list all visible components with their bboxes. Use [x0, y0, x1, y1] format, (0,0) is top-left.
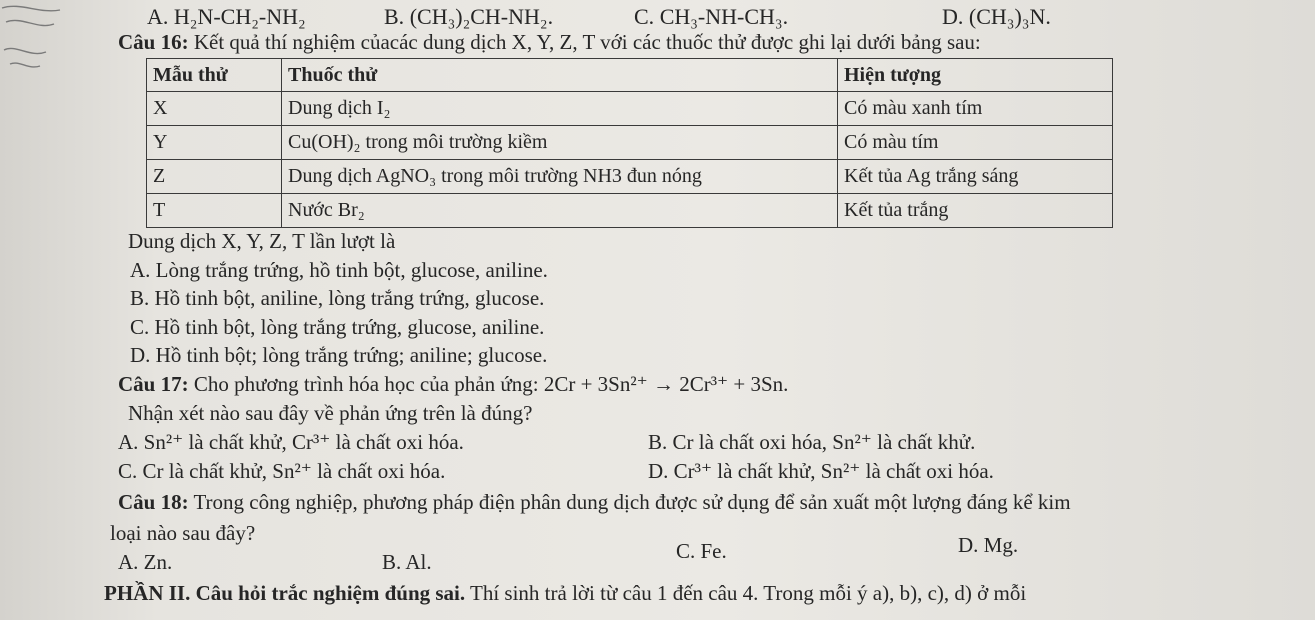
table-cell: Kết tủa Ag trắng sáng	[838, 160, 1113, 194]
top-option-d	[942, 4, 1051, 30]
table-cell: Nước Br₂	[282, 194, 838, 228]
q17-option-b: B. Cr là chất oxi hóa, Sn²⁺ là chất khử.	[648, 430, 976, 454]
q18-option-a: A. Zn.	[118, 550, 173, 574]
table-row	[147, 160, 1113, 194]
option-letter: B.	[384, 4, 405, 29]
table-header-cell: Hiện tượng	[838, 59, 1113, 92]
q16-option-a: A. Lòng trắng trứng, hồ tinh bột, glucose, aniline.	[130, 258, 548, 282]
table-cell: Dung dịch I₂	[282, 92, 838, 126]
option-text: H₂N-CH₂-NH₂	[173, 4, 306, 29]
q17-option-c: C. Cr là chất khử, Sn²⁺ là chất oxi hóa.	[118, 459, 446, 483]
q16-prompt: Dung dịch X, Y, Z, T lần lượt là	[128, 229, 396, 253]
q17-text: Cho phương trình hóa học của phản ứng: 2Cr + 3Sn²⁺ → 2Cr³⁺ + 3Sn.	[193, 372, 789, 396]
q16-table	[146, 58, 1113, 228]
table-cell: Có màu xanh tím	[838, 92, 1113, 126]
q16-option-c: C. Hồ tinh bột, lòng trắng trứng, glucose, aniline.	[130, 315, 545, 339]
option-letter: A.	[147, 4, 169, 29]
top-option-a	[147, 4, 306, 30]
q18-stem	[118, 490, 1071, 515]
q16-label: Câu 16:	[118, 30, 189, 54]
top-option-b	[384, 4, 553, 30]
q16-text: Kết quả thí nghiệm củacác dung dịch X, Y, Z, T với các thuốc thử được ghi lại dưới bảng sau:	[193, 30, 981, 54]
q16-option-d: D. Hồ tinh bột; lòng trắng trứng; aniline; glucose.	[130, 343, 548, 367]
q17-stem	[118, 372, 788, 397]
option-text: (CH₃)₃N.	[968, 4, 1051, 29]
part2-label: PHẦN II. Câu hỏi trắc nghiệm đúng sai.	[104, 581, 466, 605]
table-cell: Y	[147, 126, 282, 160]
option-letter: D.	[942, 4, 964, 29]
part2-heading	[104, 581, 1026, 606]
q18-text-continued: loại nào sau đây?	[110, 521, 256, 545]
q17-label: Câu 17:	[118, 372, 189, 396]
q16-stem	[118, 30, 981, 55]
q18-option-b: B. Al.	[382, 550, 432, 574]
q18-text: Trong công nghiệp, phương pháp điện phân dung dịch được sử dụng để sản xuất một lượng đáng kể kim	[193, 490, 1071, 514]
table-cell: Dung dịch AgNO₃ trong môi trường NH3 đun nóng	[282, 160, 838, 194]
q18-option-c: C. Fe.	[676, 539, 727, 563]
table-cell: Có màu tím	[838, 126, 1113, 160]
table-row	[147, 92, 1113, 126]
q16-option-b: B. Hồ tinh bột, aniline, lòng trắng trứng, glucose.	[130, 286, 545, 310]
table-cell: T	[147, 194, 282, 228]
option-letter: C.	[634, 4, 655, 29]
top-option-c	[634, 4, 788, 30]
table-header-row	[147, 59, 1113, 92]
part2-text: Thí sinh trả lời từ câu 1 đến câu 4. Trong mỗi ý a), b), c), d) ở mỗi	[470, 581, 1027, 605]
option-text: (CH₃)₂CH-NH₂.	[409, 4, 554, 29]
table-cell: Z	[147, 160, 282, 194]
pen-scribble-icon	[0, 0, 80, 90]
table-header-cell: Thuốc thử	[282, 59, 838, 92]
table-header-cell: Mẫu thử	[147, 59, 282, 92]
q17-option-a: A. Sn²⁺ là chất khử, Cr³⁺ là chất oxi hóa.	[118, 430, 464, 454]
table-cell: X	[147, 92, 282, 126]
table-cell: Cu(OH)₂ trong môi trường kiềm	[282, 126, 838, 160]
table-row	[147, 126, 1113, 160]
q17-option-d: D. Cr³⁺ là chất khử, Sn²⁺ là chất oxi hóa.	[648, 459, 994, 483]
table-cell: Kết tủa trắng	[838, 194, 1113, 228]
q18-option-d: D. Mg.	[958, 533, 1019, 557]
option-text: CH₃-NH-CH₃.	[659, 4, 789, 29]
q17-prompt: Nhận xét nào sau đây về phản ứng trên là đúng?	[128, 401, 533, 425]
q18-label: Câu 18:	[118, 490, 189, 514]
table-row	[147, 194, 1113, 228]
